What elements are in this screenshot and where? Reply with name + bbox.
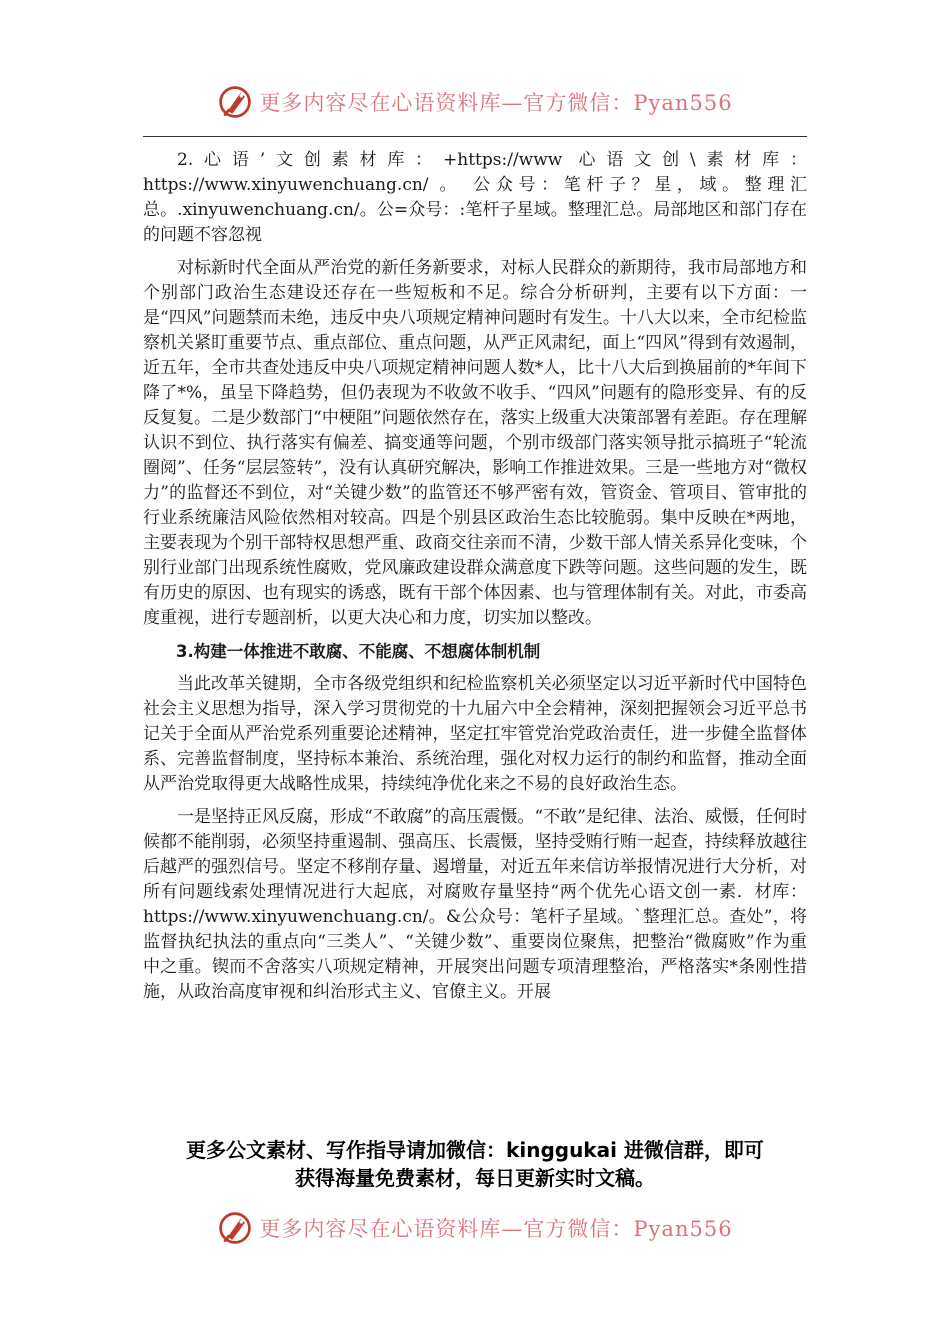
- wechat-notice-line-2: 获得海量免费素材，每日更新实时文稿。: [295, 1166, 655, 1190]
- header-banner: [0, 82, 950, 122]
- wechat-notice: [120, 1136, 830, 1192]
- pen-nib-logo-icon: [217, 84, 253, 120]
- footer-banner-text: 更多内容尽在心语资料库—官方微信：Pyan556: [259, 1217, 733, 1241]
- footer-banner: [0, 1208, 950, 1248]
- paragraph-2: 对标新时代全面从严治党的新任务新要求，对标人民群众的新期待，我市局部地方和个别部门政治生态建设还存在一些短板和不足。综合分析研判，主要有以下方面：一是“四风”问题禁而未绝，违反中央八项规定精神问题时有发生。十八大以来，全市纪检监察机关紧盯重要节点、重点部位、重点问题，从严正风肃纪，面上“四风”得到有效遏制，近五年，全市共查处违反中央八项规定精神问题人数*人，比十八大后到换届前的*年间下降了*%，虽呈下降趋势，但仍表现为不收敛不收手、“四风”问题有的隐形变异、有的反反复复。二是少数部门“中梗阻”问题依然存在，落实上级重大决策部署有差距。存在理解认识不到位、执行落实有偏差、搞变通等问题，个别市级部门落实领导批示搞班子“轮流圈阅”、任务“层层签转”，没有认真研究解决，影响工作推进效果。三是一些地方对“微权力”的监督还不到位，对“关键少数”的监管还不够严密有效，管资金、管项目、管审批的行业系统廉洁风险依然相对较高。四是个别县区政治生态比较脆弱。集中反映在*两地，主要表现为个别干部特权思想严重、政商交往亲而不清，少数干部人情关系异化变味，个别行业部门出现系统性腐败，党风廉政建设群众满意度下跌等问题。这些问题的发生，既有历史的原因、也有现实的诱惑，既有干部个体因素、也与管理体制有关。对此，市委高度重视，进行专题剖析，以更大决心和力度，切实加以整改。: [143, 258, 807, 628]
- document-body: [143, 148, 807, 1005]
- paragraph-1: 2.心语’文创素材库：+https://www 心语文创\素材库：https://www.xinyuwenchuang.cn/ 。 公众号：笔杆子？星，域。整理汇总。.xinyuwenchuang.cn/。公=众号：:笔杆子星域。整理汇总。局部地区和部门存在的问题不容忽视: [143, 150, 807, 245]
- pen-nib-logo-icon: [217, 1210, 253, 1246]
- header-divider: [143, 136, 807, 137]
- paragraph-3: 当此改革关键期，全市各级党组织和纪检监察机关必须坚定以习近平新时代中国特色社会主义思想为指导，深入学习贯彻党的十九届六中全会精神，深刻把握领会习近平总书记关于全面从严治党系列重要论述精神，坚定扛牢管党治党政治责任，进一步健全监督体系、完善监督制度，坚持标本兼治、系统治理，强化对权力运行的制约和监督，推动全面从严治党取得更大战略性成果，持续纯净优化来之不易的良好政治生态。: [143, 674, 807, 794]
- wechat-notice-line-1: 更多公文素材、写作指导请加微信：kinggukai 进微信群，即可: [186, 1138, 764, 1162]
- section-heading: 3.构建一体推进不敢腐、不能腐、不想腐体制机制: [176, 642, 541, 661]
- header-banner-text: 更多内容尽在心语资料库—官方微信：Pyan556: [259, 91, 733, 115]
- paragraph-4: 一是坚持正风反腐，形成“不敢腐”的高压震慑。“不敢”是纪律、法治、威慑，任何时候都不能削弱，必须坚持重遏制、强高压、长震慑，坚持受贿行贿一起查，持续释放越往后越严的强烈信号。坚定不移削存量、遏增量，对近五年来信访举报情况进行大分析，对所有问题线索处理情况进行大起底，对腐败存量坚持“两个优先心语文创一素．材库：https://www.xinyuwenchuang.cn/。&公众号：笔杆子星域。`整理汇总。查处”，将监督执纪执法的重点向“三类人”、“关键少数”、重要岗位聚焦，把整治“微腐败”作为重中之重。锲而不舍落实八项规定精神，开展突出问题专项清理整治，严格落实*条刚性措施，从政治高度审视和纠治形式主义、官僚主义。开展: [143, 807, 807, 1002]
